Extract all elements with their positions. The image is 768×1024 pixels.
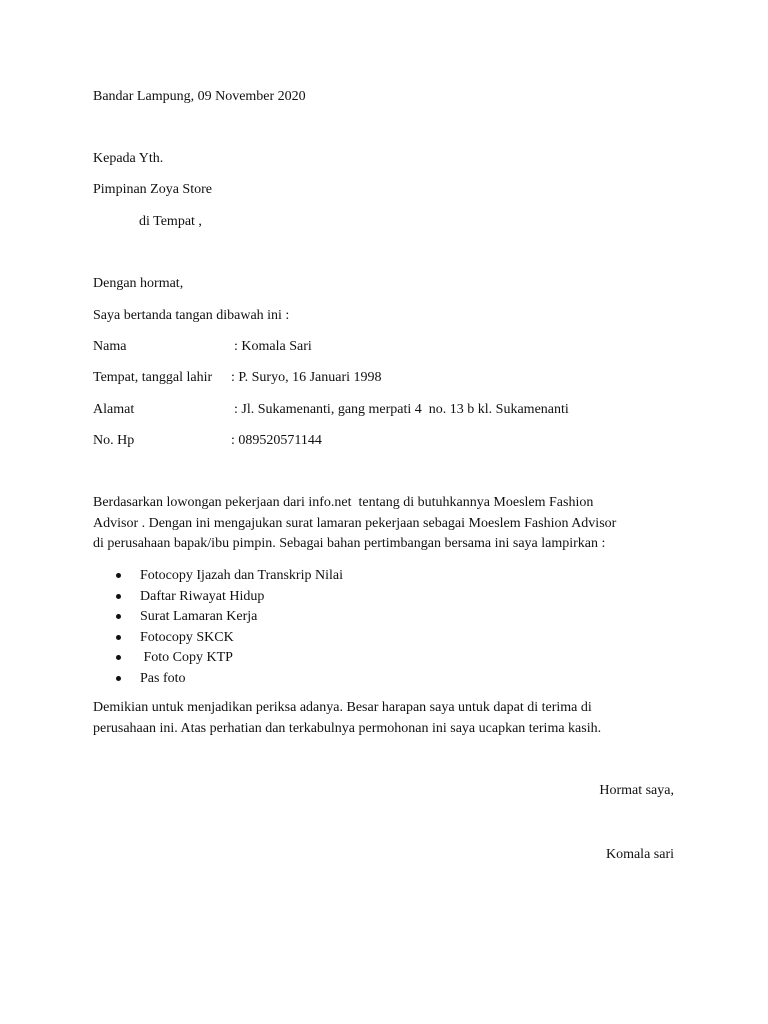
body-paragraph xyxy=(93,493,678,555)
bullet-icon xyxy=(116,676,121,681)
field-label-ttl: Tempat, tanggal lahir xyxy=(93,370,213,385)
bullet-icon xyxy=(116,573,121,578)
attachment-label: Fotocopy Ijazah dan Transkrip Nilai xyxy=(140,568,343,583)
bullet-icon xyxy=(116,635,121,640)
field-label-alamat: Alamat xyxy=(93,402,135,417)
list-item xyxy=(93,648,343,669)
bullet-icon xyxy=(116,614,121,619)
intro-text: Saya bertanda tangan dibawah ini : xyxy=(93,308,290,323)
list-item xyxy=(93,628,343,649)
recipient-name: Pimpinan Zoya Store xyxy=(93,182,212,197)
date-line: Bandar Lampung, 09 November 2020 xyxy=(93,89,306,104)
greeting: Dengan hormat, xyxy=(93,276,184,291)
recipient-salutation: Kepada Yth. xyxy=(93,151,164,166)
recipient-location: di Tempat , xyxy=(139,214,202,229)
field-label-hp: No. Hp xyxy=(93,433,135,448)
body-line: di perusahaan bapak/ibu pimpin. Sebagai bahan pertimbangan bersama ini saya lampirkan : xyxy=(93,536,606,551)
signature-name: Komala sari xyxy=(605,847,674,862)
list-item xyxy=(93,587,343,608)
attachment-label: Fotocopy SKCK xyxy=(140,629,234,645)
sign-off: Hormat saya, xyxy=(599,783,674,798)
closing-line: Demikian untuk menjadikan periksa adanya. Besar harapan saya untuk dapat di terima di xyxy=(93,700,592,715)
field-label-nama: Nama xyxy=(93,339,127,354)
bullet-icon xyxy=(116,594,121,599)
attachment-label: Daftar Riwayat Hidup xyxy=(140,588,265,604)
body-line: Advisor . Dengan ini mengajukan surat lamaran pekerjaan sebagai Moeslem Fashion Advisor xyxy=(93,515,617,531)
attachment-list xyxy=(93,566,343,689)
bullet-icon xyxy=(116,655,121,660)
attachment-label: Surat Lamaran Kerja xyxy=(140,609,258,624)
attachment-label: Pas foto xyxy=(140,670,186,686)
field-value-alamat: : Jl. Sukamenanti, gang merpati 4 no. 13 b kl. Sukamenanti xyxy=(234,402,569,417)
field-value-hp: : 089520571144 xyxy=(231,433,322,448)
list-item xyxy=(93,669,343,690)
body-line: Berdasarkan lowongan pekerjaan dari info.net tentang di butuhkannya Moeslem Fashion xyxy=(93,495,594,510)
closing-line: perusahaan ini. Atas perhatian dan terkabulnya permohonan ini saya ucapkan terima kasih. xyxy=(93,720,602,736)
list-item xyxy=(93,566,343,587)
closing-paragraph xyxy=(93,698,678,739)
list-item xyxy=(93,607,343,628)
field-value-nama: : Komala Sari xyxy=(234,339,312,354)
attachment-label: Foto Copy KTP xyxy=(140,650,233,665)
field-value-ttl: : P. Suryo, 16 Januari 1998 xyxy=(231,370,382,385)
